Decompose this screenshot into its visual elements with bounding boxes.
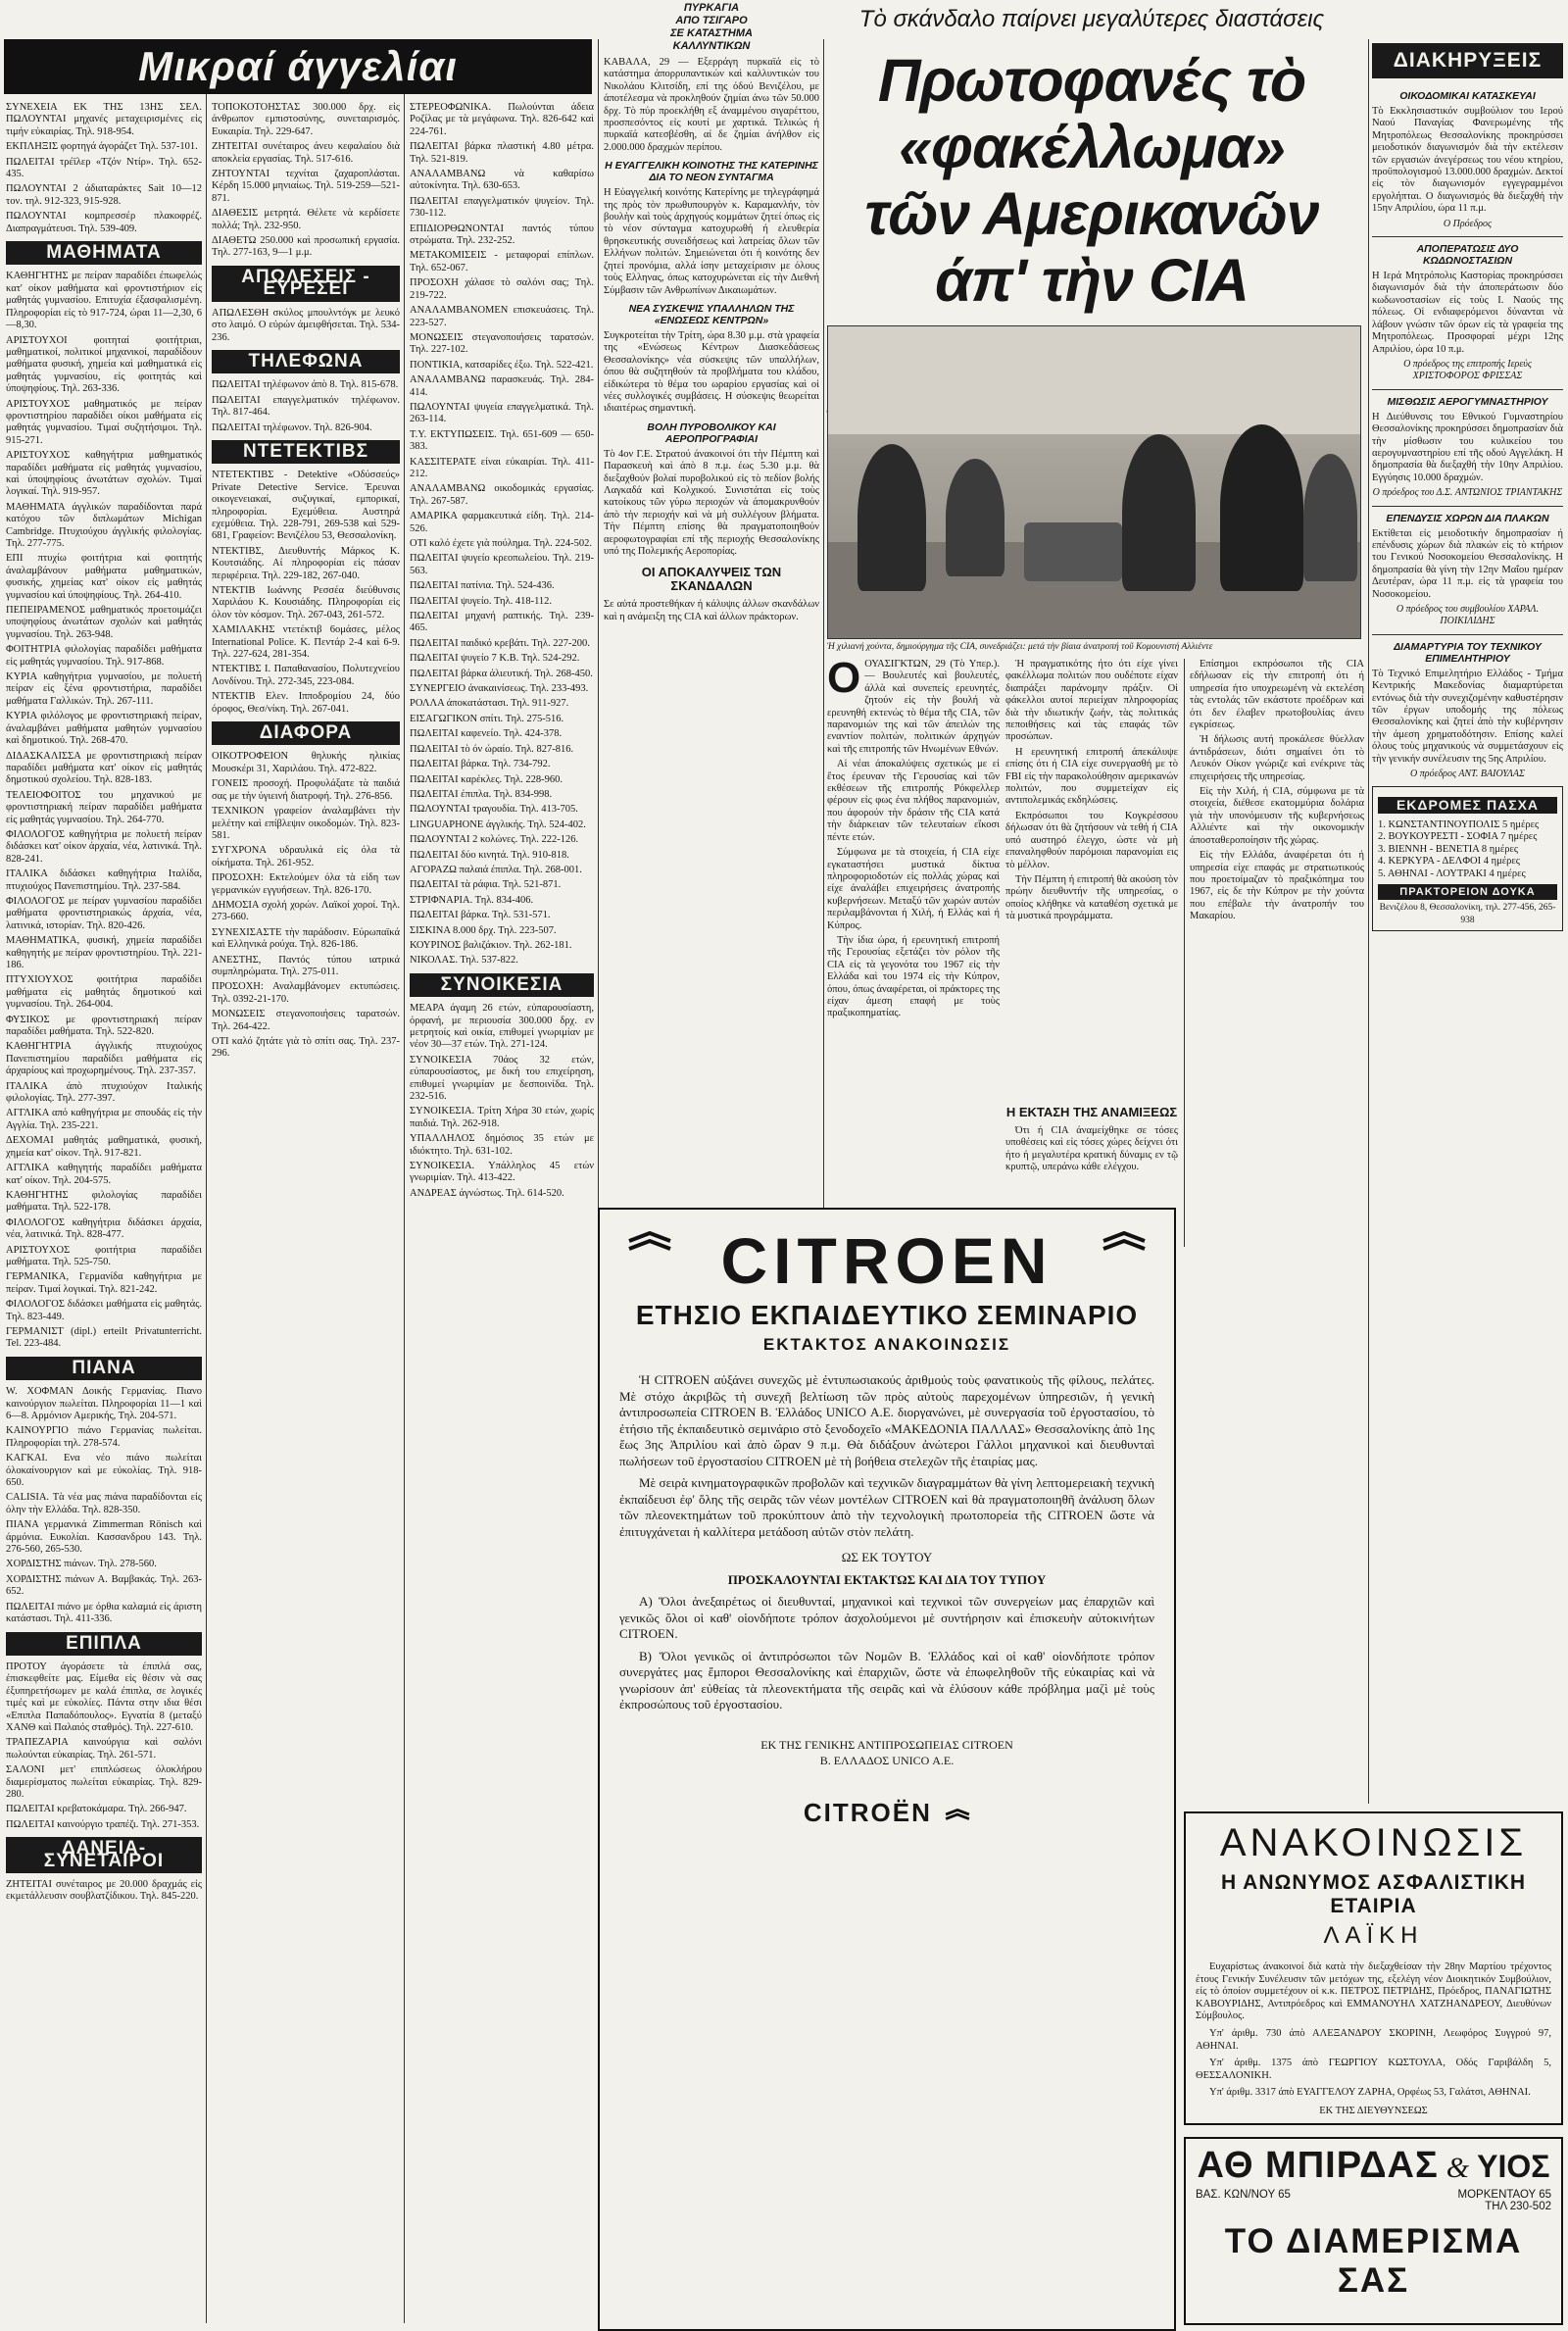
ad-tagline: ΤΟ ΔΙΑΜΕΡΙΣΜΑ ΣΑΣ xyxy=(1224,2222,1523,2300)
list-item: ΠΩΛΕΙΤΑΙ τὸ όν ώραίο. Τηλ. 827-816. xyxy=(410,743,574,755)
list-item: ΑΜΑΡΙΚΑ φαρμακευτικά είδη. Τηλ. 214-526. xyxy=(410,511,594,534)
list-item: ΠΡΟΣΟΧΗ χάλασε τὸ σαλόνι σας; Τηλ. 219-722. xyxy=(410,277,594,301)
list-item: ΔΙΔΑΣΚΑΛΙΣΣΑ με φροντιστηριακή πείραν παραδίδει μαθήματα κατ' οίκον εἰς μαθητάς δημοτικού σχολείου. Τηλ. 828-183. xyxy=(6,750,202,786)
person-figure xyxy=(946,459,1004,576)
list-item: ΠΩΛΕΙΤΑΙ καρέκλες. Τηλ. 228-960. xyxy=(410,773,564,785)
meeting-story: Συγκροτείται τὴν Τρίτη, ώρα 8.30 μ.μ. στὰ γραφεία της «Ενώσεως Κέντρων Διασκεδάσεως Θεσσαλονίκης» νέα σύσκεψις τῶν υπαλλήλων, όπου θὰ συζητηθούν τὰ προβλήματα του κλάδου, εἰδικώτερα τὸ θέμα του ωραρίου εργασίας καὶ οἱ νέες συλλογικές συμβάσεις. Η σύσκεψις θεωρείται ιδιαιτέρως σημαντική. xyxy=(604,329,819,415)
list-item: ΠΩΛΕΙΤΑΙ βάρκα άλιευτική. Τηλ. 268-450. xyxy=(410,668,593,679)
list-item: ΥΠΑΛΛΗΛΟΣ δημόσιος 35 ετών με ιδιόκτητο. Τηλ. 631-102. xyxy=(410,1133,594,1157)
list-item: ΠΩΛΕΙΤΑΙ δύο κινητά. Τηλ. 910-818. xyxy=(410,849,569,861)
list-item: ΠΩΛΕΙΤΑΙ έπιπλα. Τηλ. 834-998. xyxy=(410,788,553,800)
list-item: ΠΩΛΟΥΝΤΑΙ ψυγεία επαγγελματικά. Τηλ. 263-114. xyxy=(410,401,594,425)
list-item: ΑΓΟΡΑΖΩ παλαιά έπιπλα. Τηλ. 268-001. xyxy=(410,864,582,875)
list-item: ΦΥΣΙΚΟΣ με φροντιστηριακή πείραν παραδίδει μαθήματα. Τηλ. 522-820. xyxy=(6,1014,202,1038)
headline-kicker: Τὸ σκάνδαλο παίρνει μεγαλύτερες διαστάσεις xyxy=(858,6,1325,32)
classifieds-column-2 xyxy=(212,102,400,2327)
column-rule xyxy=(404,39,405,2323)
list-item: ΖΗΤΟΥΝΤΑΙ τεχνίται ζαχαροπλάσται. Κέρδη 15.000 μηνιαίως. Τηλ. 519-259—521-871. xyxy=(212,169,400,204)
section-heading-telephones: ΤΗΛΕΦΩΝΑ xyxy=(212,350,400,373)
chevron-icon xyxy=(945,1808,970,1821)
list-item: ΑΝΑΛΑΜΒΑΝΩ παρασκευάς. Τηλ. 284-414. xyxy=(410,374,594,398)
list-item: ΜΑΘΗΜΑΤΑ άγγλικών παραδίδονται παρά κατόχου τῶν διπλωμάτων Michigan Cambridge. Πτυχιούχου άγγλικής φιλολογίας. Τηλ. 277-775. xyxy=(6,501,202,549)
list-item: ΝΤΕΚΤΙΒ Ελεν. Ιπποδρομίου 24, δύο όροφος, Θεσ/νίκη. Τηλ. 267-041. xyxy=(212,691,400,715)
list-item: ΠΩΛΕΙΤΑΙ τὰ ράφια. Τηλ. 521-871. xyxy=(410,879,562,891)
list-item: ΠΤΥΧΙΟΥΧΟΣ φοιτήτρια παραδίδει μαθήματα εἰς μαθητάς δημοτικού καὶ γυμνασίου. Τηλ. 264-004. xyxy=(6,974,202,1011)
citroen-brand: CITROEN xyxy=(720,1224,1054,1297)
list-item: ΠΩΛΕΙΤΑΙ παιδικό κρεβάτι. Τηλ. 227-200. xyxy=(410,637,590,649)
list-item: ΚΑΘΗΓΗΤΡΙΑ άγγλικής πτυχιούχος Πανεπιστημίου παραδίδει μαθήματα εἰς άρχαρίους καὶ προχωρημένους. Τηλ. 237-357. xyxy=(6,1041,202,1077)
list-item: ΑΡΙΣΤΟΥΧΟΙ φοιτηταί φοιτήτριαι, μαθηματικοί, πολιτικοί μηχανικοί, παραδίδουν μαθήματα φυσική, χημεία καὶ μαθηματικά εἰς μαθητάς γυμνασίου, εἰς φοιτητάς καὶ ύποψηφίους. Τηλ. 263-336. xyxy=(6,334,202,395)
list-item: ΔΙΑΘΕΤΩ 250.000 καὶ προσωπική εργασία. Τηλ. 277-163, 9—1 μ.μ. xyxy=(212,235,400,259)
classifieds-column-1 xyxy=(6,102,202,2327)
col2-section1 xyxy=(212,308,400,344)
col1-section4 xyxy=(6,1879,202,1904)
section-heading-misc: ΔΙΑΦΟΡΑ xyxy=(212,721,400,745)
list-item: ΠΩΛΕΙΤΑΙ κρεβατοκάμαρα. Τηλ. 266-947. xyxy=(6,1804,187,1815)
list-item: ΠΩΛΟΥΝΤΑΙ κομπρεσσέρ πλακοφρέζ. Διαπραγμάτευσι. Τηλ. 539-409. xyxy=(6,211,202,234)
list-item: ΑΝΕΣΤΗΣ, Παντός τύπου ιατρικά συμπληρώματα. Τηλ. 275-011. xyxy=(212,954,400,977)
list-item: ΑΠΩΛΕΣΘΗ σκύλος μπουλντόγκ με λευκό στο λαιμό. Ο εὐρών άμειφθήσεται. Τηλ. 534-236. xyxy=(212,307,400,343)
classifieds-masthead xyxy=(4,39,592,94)
revelations-headline: ΟΙ ΑΠΟΚΑΛΥΨΕΙΣ ΤΩΝ ΣΚΑΝΔΑΛΩΝ xyxy=(641,565,782,594)
drop-cap: Ο xyxy=(827,659,861,702)
col2-section2 xyxy=(212,379,400,434)
list-item: ΕΙΣΑΓΩΓΙΚΟΝ σπίτι. Τηλ. 275-516. xyxy=(410,713,564,724)
section-heading-pianos: ΠΙΑΝΑ xyxy=(6,1357,202,1380)
list-item: ΚΑΘΗΓΗΤΗΣ φιλολογίας παραδίδει μαθήματα. Τηλ. 522-178. xyxy=(6,1189,202,1214)
list-item: ΚΟΥΡΙΝΟΣ βαλιζάκιον. Τηλ. 262-181. xyxy=(410,939,572,951)
person-figure xyxy=(1220,424,1303,591)
list-item: ΙΤΑΛΙΚΑ διδάσκει καθηγήτρια Ιταλίδα, πτυχιούχος Πανεπιστημίου. Τηλ. 237-584. xyxy=(6,868,202,892)
list-item: ΑΝΑΛΑΜΒΑΝΟΜΕΝ επισκευάσεις. Τηλ. 223-527. xyxy=(410,305,594,328)
company-wordmark: ΑΘ ΜΠΙΡΔΑΣ & ΥΙΟΣ xyxy=(1197,2145,1550,2186)
list-item: ΠΙΑΝΑ γερμανικά Zimmerman Rönisch καὶ άρμόνια. Ευκολίαι. Κασσανδρου 143. Τηλ. 276-560, 265-530. xyxy=(6,1519,202,1556)
list-item: ΖΗΤΕΙΤΑΙ συνέταιρος με 20.000 δραχμάς εἰς εκμετάλλευσιν σουβλατζίδικου. Τηλ. 845-220. xyxy=(6,1879,202,1903)
list-item: ΔΕΧΟΜΑΙ μαθητάς μαθηματικά, φυσική, χημεία κατ' οίκον. Τηλ. 917-821. xyxy=(6,1135,202,1159)
artillery-headline: ΒΟΛΗ ΠΥΡΟΒΟΛΙΚΟΥ ΚΑΙ ΑΕΡΟΠΡΟΓΡΑΦΙΑΙ xyxy=(647,421,776,445)
junta-photo xyxy=(827,325,1361,639)
list-item: ΣΙΣΚΙΝΑ 8.000 δρχ. Τηλ. 223-507. xyxy=(410,924,557,936)
list-item: ΚΥΡΙΑ φιλόλογος με φροντιστηριακή πείραν, άναλαμβάνει μαθήματα μαθητών γυμνασίου καὶ δημοτικού. Τηλ. 268-470. xyxy=(6,711,202,747)
list-item: ΣΥΝΕΧΙΣΑΣΤΕ τὴν παράδοσιν. Εύρωπαϊκά καὶ Ελληνικά ρούχα. Τηλ. 826-186. xyxy=(212,926,400,951)
fire-headline: ΠΥΡΚΑΓΙΑ ΑΠΟ ΤΣΙΓΑΡΟ ΣΕ ΚΑΤΑΣΤΗΜΑ ΚΑΛΛΥΝΤΙΚΩΝ xyxy=(670,2,753,52)
list-item: ΤΕΛΕΙΟΦΟΙΤΟΣ του μηχανικού με φροντιστηριακή πείραν παραδίδει μαθήματα εἰς μαθητάς γυμνασίου. Τηλ. 264-770. xyxy=(6,789,202,825)
article-column-a: ΟΟΥΑΣΙΓΚΤΩΝ, 29 (Τὸ Υπερ.). — Βουλευτές καὶ βουλευτές, άλλὰ καὶ συνεπείς ερευνητές, ζητούν εἰς τὴν βουλή νὰ ερευνηθή εκτενώς τὸ θέμα τῆς CIA, τῶν παρανομιών της καὶ τῶν άπειλών της εναντίον πολιτών, πολιτικών άρχηγών καὶ τῆς επιτροπής τῶν Ηνωμένων Εθνών. Αἱ νέαι άποκαλύψεις σχετικώς με εἰ ἔτος έρευναν τῆς Γερουσίας καὶ τῶν εκθέσεων τῆς επιτροπής Ρόκφελλερ φέρουν εἰς φως ένα πλήθος παρανομιών, που άφορούν τὴν δράσιν τῆς CIA κατά τὴν διάρκειαν τῶν τελευταίων εἴκοσι πέντε ετών. Σύμφωνα με τὰ στοιχεία, ή CIA είχε εγκαταστήσει μυστικά δίκτυα πληροφοριοδοτών εἰς πολλάς χώρας καὶ είχε άναλάβει επιχειρήσεις άνατροπής κυβερνήσεων. Μεταξύ τῶν χωρών αυτών περιλαμβάνονται ή Χιλή, ή Ελλάς καὶ ή Κύπρος. Τὴν ίδια ώρα, ή ερευνητική επιτροπή τῆς Γερουσίας εξετάζει τὸν ρόλον τῆς CIA εἰς τὰ γεγονότα του 1967 εἰς τὴν Ελλάδα καὶ του 1974 εἰς τὴν Κύπρον, όπου, όπως άναφέρεται, οἱ πράκτορες της είχαν άμεση επαφή με τοὺς πραξικοπηματίας. xyxy=(827,659,1000,1019)
list-item: ΠΡΟΤΟΥ άγοράσετε τὰ έπιπλά σας, έπισκεφθείτε μας. Είμεθα εἰς θέσιν νὰ σας έξυπηρετήσωμεν με καλά έπιπλα, σε λογικές τιμές καὶ με εὐκολίες. Πάντα στην ιδια θέσι «Επιπλα Παπαδόπουλος». Εγνατία 8 (μεταξύ ΧΑΝΘ καὶ Παλαιός σταθμός). Τηλ. 227-610. xyxy=(6,1661,202,1733)
announcement-subtitle: Η ΑΝΩΝΥΜΟΣ ΑΣΦΑΛΙΣΤΙΚΗ ΕΤΑΙΡΙΑ xyxy=(1220,1871,1527,1917)
declarations-list: ΟΙΚΟΔΟΜΙΚΑΙ ΚΑΤΑΣΚΕΥΑΙ Τὸ Εκκλησιαστικόν συμβούλιον του Ιερού Ναού Παναγίας Φανερωμένης τῆς Μητροπόλεως Θεσσαλονίκης προκηρύσσει μειοδοτικόν διαγωνισμόν διὰ τὴν εκτέλεσιν τῶν εργασιών άνεγέρσεως του νέου κτηρίου, προϋπολογισμού 13.000.000 δραχμών. Δεκτοί εἰς τὸν διαγωνισμόν εγγεγραμμένοι εργολήπται. Ο διαγωνισμός θὰ διεξαχθή τὴν 15ην Απριλίου, ώρα 11 π.μ. Ο Πρόεδρος ΑΠΟΠΕΡΑΤΩΣΙΣ ΔΥΟ ΚΩΔΩΝΟΣΤΑΣΙΩΝ Η Ιερά Μητρόπολις Καστορίας προκηρύσσει διαγωνισμόν διὰ τὴν άποπεράτωσιν δύο κωδωνοστασίων εἰς τοὺς Ι. Ναούς της πόλεως. Οἱ ενδιαφερόμενοι δύνανται νὰ λάβουν γνώσιν τῶν όρων εἰς τὰ γραφεία της Μητροπόλεως. Προσφοραί μέχρι 12ης Απριλίου, ώρα 10 π.μ. Ο πρόεδρος της επιτροπής Ιερεύς ΧΡΙΣΤΟΦΟΡΟΣ ΦΡΙΣΣΑΣ ΜΙΣΘΩΣΙΣ ΑΕΡΟΓΥΜΝΑΣΤΗΡΙΟΥ Η Διεύθυνσις του Εθνικού Γυμναστηρίου Θεσσαλονίκης προκηρύσσει δημοπρασίαν διὰ τὴν μίσθωσιν του κυλικείου του αερογυμναστηρίου επί τῆς οδού Αγγελάκη. Η δημοπρασία θὰ διεξαχθή τὴν 10ην Απριλίου. Εγγύησις 10.000 δραχμών. Ο πρόεδρος του Δ.Σ. ΑΝΤΩΝΙΟΣ ΤΡΙΑΝΤΑΚΗΣ ΕΠΕΝΔΥΣΙΣ ΧΩΡΩΝ ΔΙΑ ΠΛΑΚΩΝ Εκτίθεται εἰς μειοδοτικήν δημοπρασίαν ή επένδυσις χώρων διὰ πλακών εἰς τὸ κτήριον του Γενικού Νοσοκομείου Θεσσαλονίκης. Η δημοπρασία θὰ γίνη τὴν 12ην Μαΐου ημέραν Δευτέραν, ώρα 11 π.μ. εἰς τὰ γραφεία του Νοσοκομείου. Ο πρόεδρος του συμβουλίου ΧΑΡΑΛ. ΠΟΙΚΙΛΙΔΗΣ ΔΙΑΜΑΡΤΥΡΙΑ ΤΟΥ ΤΕΧΝΙΚΟΥ ΕΠΙΜΕΛΗΤΗΡΙΟΥ Τὸ Τεχνικό Επιμελητήριο Ελλάδος - Τμήμα Κεντρικής Μακεδονίας διαμαρτύρεται εντόνως διὰ τὴν συνεχιζομένην καθυστέρησιν τῶν έργων υποδομής της πόλεως Θεσσαλονίκης καὶ ζητεί άπὸ τὴν κυβέρνησιν τὴν άμεση χρηματοδότησιν. Επίσης καλεί όλους τοὺς μηχανικούς νὰ συμμετάσχουν εἰς τὴν γενικήν συνέλευσιν της 5ης Απριλίου. Ο πρόεδρος ΑΝΤ. ΒΑΙΟΥΛΑΣ ΕΚΔΡΟΜΕΣ ΠΑΣΧΑ 1. ΚΩΝΣΤΑΝΤΙΝΟΥΠΟΛΙΣ 5 ημέρες 2. ΒΟΥΚΟΥΡΕΣΤΙ - ΣΟΦΙΑ 7 ημέρες 3. ΒΙΕΝΝΗ - ΒΕΝΕΤΙΑ 8 ημέρες 4. ΚΕΡΚΥΡΑ - ΔΕΛΦΟΙ 4 ημέρες 5. ΑΘΗΝΑΙ - ΛΟΥΤΡΑΚΙ 4 ημέρες ΠΡΑΚΤΟΡΕΙΟΝ ΔΟΥΚΑ Βενιζέλου 8, Θεσσαλονίκη, τηλ. 277-456, 265-938 xyxy=(1372,84,1563,1751)
list-item: ΧΟΡΔΙΣΤΗΣ πιάνων Α. Βαμβακάς. Τηλ. 263-652. xyxy=(6,1573,202,1598)
list-item: ΠΩΛΕΙΤΑΙ τρέϊλερ «Τζόν Ντίρ». Τηλ. 652-435. xyxy=(6,156,202,180)
person-figure xyxy=(1303,454,1357,581)
seminar-title: ΕΤΗΣΙΟ ΕΚΠΑΙΔΕΥΤΙΚΟ ΣΕΜΙΝΑΡΙΟ xyxy=(635,1300,1139,1330)
list-item: ΠΩΛΟΥΝΤΑΙ 2 κολώνες. Τηλ. 222-126. xyxy=(410,834,579,846)
col2-section3 xyxy=(212,470,400,716)
column-rule xyxy=(206,39,207,2323)
list-item: ΕΠΙΔΙΟΡΘΩΝΟΝΤΑΙ παντός τύπου στρώματα. Τηλ. 232-252. xyxy=(410,223,594,247)
list-item: ΕΚΠΛΗΞΙΣ φορτηγά άγοράζετ Τηλ. 537-101. xyxy=(6,141,198,153)
ad-center-1: ΩΣ ΕΚ ΤΟΥΤΟΥ xyxy=(841,1550,933,1564)
list-item: ΠΩΛΕΙΤΑΙ καινούργιο τραπέζι. Τηλ. 271-353. xyxy=(6,1818,200,1830)
easter-title: ΕΚΔΡΟΜΕΣ ΠΑΣΧΑ xyxy=(1378,797,1557,813)
article-column-c: Επίσημοι εκπρόσωποι τῆς CIA εδήλωσαν εἰς τὴν επιτροπή ότι ή υπηρεσία ήτο υποχρεωμένη νὰ εκτελέση τὰς εντολάς τῶν εκάστοτε προέδρων καὶ ότι δεν έλαβεν πρωτοβουλίας άνευ εγκρίσεως. Ἡ δήλωσις αυτή προκάλεσε θύελλαν άντιδράσεων, διότι σημαίνει ότι τὸ Λευκόν Οίκον γνώριζε καὶ ενέκρινε τὰς επιχειρήσεις τῆς υπηρεσίας. Εἰς τὴν Χιλή, ή CIA, σύμφωνα με τὰ στοιχεία, διέθεσε εκατομμύρια δολάρια γιὰ τὴν υπονόμευσιν τῆς κυβερνήσεως Αλλιέντε καὶ τὴν οικονομικήν άποσταθεροποίησιν τῆς χώρας. Εἰς τὴν Ελλάδα, άναφέρεται ότι ή υπηρεσία είχε επαφάς με στρατιωτικούς που προετοίμαζαν τὸ πραξικόπημα του 1967, εἰς δε τὴν Κύπρον με τὴν χούντα που επέβαλε τὴν άνατροπήν του Μακαρίου. xyxy=(1190,659,1364,922)
section-heading-loans: ΔΑΝΕΙΑ-ΣΥΝΕΤΑΙΡΟΙ xyxy=(6,1837,202,1873)
fire-story: ΚΑΒΑΛΑ, 29 — Εξερράγη πυρκαϊά εἰς τὸ κατάστημα άπορρυπαντικών καὶ καλλυντικών του Νικολάου Κλιτσίδη, επί της όδού Βενιζέλου, με άποτέλεσμα νὰ προκληθούν ζημίαι άνω τῶν 50.000 δρχ. Τὸ πύρ προεκλήθη εξ άναμμένου σιγαρέττου, προσπεσόντος εἰς κουτί με χαρτικά. Τελικώς ή πυρκαϊά κατεσβέσθη, αί δε ζημίαι άνήλθον εἰς 2.000.000 δραχμών περίπου. xyxy=(604,57,819,153)
section-heading-furniture: ΕΠΙΠΛΑ xyxy=(6,1632,202,1656)
person-figure xyxy=(1122,434,1196,591)
list-item: ΠΩΛΕΙΤΑΙ τηλέφωνον άπὸ 8. Τηλ. 815-678. xyxy=(212,379,399,391)
col1-section1 xyxy=(6,271,202,1350)
declarations-title: ΔΙΑΚΗΡΥΞΕΙΣ xyxy=(1372,43,1563,78)
list-item: ΣΥΝΟΙΚΕΣΙΑ. Υπάλληλος 45 ετών γνωριμίαν. Τηλ. 413-422. xyxy=(410,1161,594,1184)
list-item: ΟΤΙ καλό έχετε γιὰ πούλημα. Τηλ. 224-502. xyxy=(410,538,593,549)
easter-trips-box: ΕΚΔΡΟΜΕΣ ΠΑΣΧΑ 1. ΚΩΝΣΤΑΝΤΙΝΟΥΠΟΛΙΣ 5 ημέρες 2. ΒΟΥΚΟΥΡΕΣΤΙ - ΣΟΦΙΑ 7 ημέρες 3. ΒΙΕΝΝΗ - ΒΕΝΕΤΙΑ 8 ημέρες 4. ΚΕΡΚΥΡΑ - ΔΕΛΦΟΙ 4 ημέρες 5. ΑΘΗΝΑΙ - ΛΟΥΤΡΑΚΙ 4 ημέρες ΠΡΑΚΤΟΡΕΙΟΝ ΔΟΥΚΑ Βενιζέλου 8, Θεσσαλονίκη, τηλ. 277-456, 265-938 xyxy=(1372,786,1563,931)
list-item: Τ.Υ. ΕΚΤΥΠΩΣΕΙΣ. Τηλ. 651-609 — 650-383. xyxy=(410,428,594,453)
list-item: ΔΗΜΟΣΙΑ σχολή χορών. Λαϊκοί χοροί. Τηλ. 273-660. xyxy=(212,899,400,923)
list-item: ΔΙΑΘΕΣΙΣ μετρητά. Θέλετε νὰ κερδίσετε πολλά; Τηλ. 232-950. xyxy=(212,208,400,231)
ad-center-2: ΠΡΟΣΚΑΛΟΥΝΤΑΙ ΕΚΤΑΚΤΩΣ ΚΑΙ ΔΙΑ ΤΟΥ ΤΥΠΟΥ xyxy=(727,1571,1047,1587)
address-row: ΒΑΣ. ΚΩΝ/ΝΟΥ 65 ΜΟΡΚΕΝΤΑΟΥ 65 xyxy=(1196,2189,1551,2201)
phone-number: ΤΗΛ 230-502 xyxy=(1485,2201,1551,2212)
announcement-title: ΑΝΑΚΟΙΝΩΣΙΣ xyxy=(1219,1821,1528,1864)
list-item: ΣΤΕΡΕΟΦΩΝΙΚΑ. Πωλούνται άδεια Ροζίλας με τὰ μεγάφωνα. Τηλ. 826-642 καὶ 224-761. xyxy=(410,102,594,137)
column-rule xyxy=(823,39,824,1215)
classifieds-title: Μικραί άγγελίαι xyxy=(4,39,592,94)
list-item: ΠΩΛΕΙΤΑΙ επαγγελματικόν ψυγείον. Τηλ. 730-112. xyxy=(410,195,594,220)
list-item: ΦΙΛΟΛΟΓΟΣ καθηγήτρια με πολυετή πείραν διδάσκει κατ' οίκον άρχαία, νέα, λατινικά. Τηλ. 828-241. xyxy=(6,828,202,865)
list-item: ΣΑΛΟΝΙ μετ' επιπλώσεως όλοκλήρου διαμερίσματος πωλείται εὐκαιρίας. Τηλ. 829-280. xyxy=(6,1764,202,1800)
list-item: ΓΕΡΜΑΝΙΣΤ (dipl.) erteilt Privatunterricht. Tel. 223-484. xyxy=(6,1325,202,1350)
list-item: W. ΧΟΦΜΑΝ Δοικής Γερμανίας. Πιανο καινούργιον πωλείται. Πληροφορίαι 11—1 καὶ 6—8. Αρμόνιον Αμερικής, Τηλ. 204-571. xyxy=(6,1386,202,1421)
list-item: ΠΩΛΕΙΤΑΙ πιάνο με όρθια καλαμιά εἰς άριστη κατάστασι. Τηλ. 411-336. xyxy=(6,1601,202,1625)
list-item: ΤΡΑΠΕΖΑΡΙΑ καινούργια καὶ σαλόνι πωλούνται εὐκαιρίας. Τηλ. 261-571. xyxy=(6,1737,202,1761)
real-estate-ad xyxy=(1184,2137,1563,2325)
section-heading-lost-found: ΑΠΩΛΕΣΕΙΣ - ΕΥΡΕΣΕΙ xyxy=(212,266,400,302)
notice-title: ΕΚΤΑΚΤΟΣ ΑΝΑΚΟΙΝΩΣΙΣ xyxy=(762,1335,1011,1354)
col2-top xyxy=(212,102,400,260)
list-item: ΑΡΙΣΤΟΥΧΟΣ καθηγήτρια μαθηματικός παραδίδει μαθήματα εἰς μαθητάς γυμνασίου, καὶ ύποψηφίους άνωτάτων σχολών. Τιμαί λογικαί. Τηλ. 919-957. xyxy=(6,450,202,498)
list-item: ΜΑΘΗΜΑΤΙΚΑ, φυσική, χημεία παραδίδει καθηγητής με πείραν φροντιστηρίου. Τηλ. 221-186. xyxy=(6,935,202,970)
col3-top xyxy=(410,102,594,967)
list-item: ΧΑΜΙΛΑΚΗΣ ντετέκτιβ 6ομάσες, μέλος International Police. Κ. Πεντάρ 2-4 καὶ 6-9. Τηλ. 227-624, 281-354. xyxy=(212,624,400,661)
list-item: ΧΟΡΔΙΣΤΗΣ πιάνων. Τηλ. 278-560. xyxy=(6,1559,157,1570)
list-item: ΠΕΠΕΙΡΑΜΕΝΟΣ μαθηματικός προετοιμάζει υποψηφίους άνωτάτων σχολών καὶ μαθητάς γυμνασίου. Τηλ. 263-948. xyxy=(6,605,202,640)
ad-body: Ἡ CITROEN αὐξάνει συνεχῶς μὲ ἐντυπωσιακούς ἀριθμούς τοὺς φανατικοὺς τῆς φίλους, πελάτες. Μὲ στόχο ἀκριβῶς τὴ συνεχῆ βελτίωση τῶν πρὸς αὐτοὺς παρεχομένων ὑπηρεσιῶν, ἡ γενικὴ ἀντιπροσωπεία CITROEN Β. Ἑλλάδος UNICO Α.Ε. διοργανώνει, μὲ συνεργασία τοῦ ἐργοστασίου, τὸ ἐτήσιο τῆς ἐκπαιδευτικὸ σεμινάριο στὸ ξενοδοχεῖο «ΜΑΚΕΔΟΝΙΑ ΠΑΛΛΑΣ» Θεσσαλονίκης ἀπὸ 1ης ἕως 3ης Ἀπριλίου καὶ ἀπὸ ὥραν 9 π.μ. Θὰ διδάξουν ἀνώτεροι Γάλλοι μηχανικοὶ καὶ διευθυνταὶ πωλήσεων τοῦ ἐργοστασίου CITROEN μὲ τὴ βοήθεια στελεχῶν τῆς ἑταιρίας μας. Μὲ σειρὰ κινηματογραφικῶν προβολῶν καὶ τεχνικῶν διαγραμμάτων θὰ γίνη λεπτομερειακὴ τεχνικὴ ἐκπαίδευσι ἐφ' ὅλης τῆς σειρᾶς τῶν νέων μοντέλων CITROEN καὶ θὰ πραγματοποιηθῆ ἀνάλυση ὅλων τῶν πλεονεκτημάτων τοῦ προκύπτουν ἀπὸ τὴν τεχνολογικὴ πρωτοπορεία τῆς CITROEN ὥστε νὰ ἐπιτυγχάνεται ἡ καλλίτερα μετάδοση αὐτῶν στὸν πελάτη. ΩΣ ΕΚ ΤΟΥΤΟΥ ΠΡΟΣΚΑΛΟΥΝΤΑΙ ΕΚΤΑΚΤΩΣ ΚΑΙ ΔΙΑ ΤΟΥ ΤΥΠΟΥ Α) Ὅλοι ἀνεξαιρέτως οἱ διευθυνταί, μηχανικοὶ καὶ τεχνικοὶ τῶν συνεργείων μας ἐπαρχιῶν καὶ γενικῶς ὅλοι οἱ καθ' οἱονδήποτε τρόπον ἀσχολούμενοι μὲ συντήρησιν καὶ ἐπισκευὴν αὐτοκινήτων CITROEN. Β) Ὅλοι γενικῶς οἱ ἀντιπρόσωποι τῶν Νομῶν Β. Ἑλλάδος καὶ οἱ καθ' οἱονδήποτε τρόπον συνεργάτες μας ἔμποροι Θεσσαλονίκης καὶ ἐπαρχιῶν, ὥστε νὰ ἐπωφεληθοῦν τῆς εὐκαιρίας καὶ νὰ γνωρίσουν ἀπ' εὐθείας τὰ πλεονεκτήματα τῆς σειρᾶς καὶ νὰ ἐλύσουν κάθε πρόβλημα μαζὶ μὲ τοὺς ἐκπροσώπους τοῦ ἐργοστασίου. xyxy=(619,1372,1154,1711)
list-item: ΓΟΝΕΙΣ προσοχή. Προφυλάξατε τὰ παιδιά σας με τὴν ύγιεινή διατροφή. Τηλ. 276-856. xyxy=(212,778,400,802)
col1-top xyxy=(6,102,202,235)
list-item: CALISIA. Τὰ νέα μας πιάνα παραδίδονται εἰς όλην τὴν Ελλάδα. Τηλ. 828-350. xyxy=(6,1492,202,1515)
middle-news-column xyxy=(604,0,819,1201)
list-item: ΖΗΤΕΙΤΑΙ συνέταιρος άνευ κεφαλαίου διὰ αποκλεία εργασίας. Τηλ. 517-616. xyxy=(212,141,400,165)
article-subsection: Η ΕΚΤΑΣΗ ΤΗΣ ΑΝΑΜΙΞΕΩΣ Ότι ή CIA άναμείχθηκε σε τόσες υποθέσεις καὶ εἰς τόσες χώρες δείχνει ότι ήτο ή μεγαλυτέρα κρατική δύναμις εν τῷ κρυπτῷ, υπεράνω κάθε ελέγχου. xyxy=(1005,1105,1178,1173)
list-item: ΜΕΤΑΚΟΜΙΣΕΙΣ - μεταφοραί επίπλων. Τηλ. 652-067. xyxy=(410,250,594,273)
list-item: ΝΤΕΚΤΙΒΣ Ι. Παπαθανασίου, Πολυτεχνείου Λονδίνου. Τηλ. 272-345, 223-084. xyxy=(212,664,400,687)
col3-section1 xyxy=(410,1003,594,1200)
ad-footer: ΕΚ ΤΗΣ ΓΕΝΙΚΗΣ ΑΝΤΙΠΡΟΣΩΠΕΙΑΣ CITROEN Β. ΕΛΛΑΔΟΣ UNICO Α.Ε. xyxy=(760,1737,1013,1767)
list-item: ΠΩΛΕΙΤΑΙ ψυγείο κρεοπωλείου. Τηλ. 219-563. xyxy=(410,553,594,576)
list-item: ΙΤΑΛΙΚΑ άπὸ πτυχιούχον Ιταλικής φιλολογίας. Τηλ. 277-397. xyxy=(6,1080,202,1105)
revelations-story: Σε αὐτά προστεθήκαν ή κάλυψις άλλων σκανδάλων καὶ η ανάμειξη της CIA καὶ άλλων πράκτορων. xyxy=(604,599,819,622)
list-item: ΡΟΛΛΑ άποκατάστασι. Τηλ. 911-927. xyxy=(410,698,569,710)
church-headline: Η ΕΥΑΓΓΕΛΙΚΗ ΚΟΙΝΟΤΗΣ ΤΗΣ ΚΑΤΕΡΙΝΗΣ ΔΙΑ ΤΟ ΝΕΟΝ ΣΥΝΤΑΓΜΑ xyxy=(605,160,818,184)
list-item: ΣΥΝΕΧΕΙΑ ΕΚ ΤΗΣ 13ΗΣ ΣΕΛ. ΠΩΛΟΥΝΤΑΙ μηχανές μεταχειρισμένες εἰς τιμήν εὐκαιρίας. Τηλ. 918-954. xyxy=(6,102,202,137)
list-item: ΦΙΛΟΛΟΓΟΣ καθηγήτρια διδάσκει άρχαία, νέα, λατινικά. Τηλ. 828-477. xyxy=(6,1216,202,1241)
list-item: ΣΤΡΙΦΝΑΡΙΑ. Τηλ. 834-406. xyxy=(410,894,534,906)
chevron-logo-icon xyxy=(627,1231,672,1251)
list-item: ΦΙΛΟΛΟΓΟΣ διδάσκει μαθήματα εἰς μαθητάς. Τηλ. 823-449. xyxy=(6,1299,202,1322)
list-item: ΠΩΛΟΥΝΤΑΙ 2 άδιαταράκτες Sait 10—12 τον. τηλ. 912-323, 915-928. xyxy=(6,183,202,207)
list-item: ΠΡΟΣΟΧΗ: Εκτελούμεν όλα τὰ είδη των γερμανικών εγγυήσεων. Τηλ. 826-170. xyxy=(212,872,400,896)
citroen-logo: CITROËN xyxy=(600,1798,1174,1828)
list-item: ΑΡΙΣΤΟΥΧΟΣ μαθηματικός με πείραν φροντιστηρίου παραδίδει οίκοι μαθήματα εἰς μαθητάς γυμνασίου. Τιμαί συζητήσιμοι. Τηλ. 915-271. xyxy=(6,398,202,446)
company-name: ΛΑΪΚΗ xyxy=(1323,1922,1424,1949)
article-column-b: Ἡ πραγματικότης ήτο ότι είχε γίνει φακέλλωμα πολιτών που ουδέποτε είχαν διαπράξει παράνομην πράξιν. Οἱ φάκελλοι αυτοί περιείχαν πληροφορίας διὰ τὴν ιδιωτικήν ζωήν, τὰς πολιτικάς πεποιθήσεις καὶ τὰς επαφάς τῶν προσώπων. Η ερευνητική επιτροπή άπεκάλυψε επίσης ότι ή CIA είχε συνεργασθή με τὸ FBI εἰς τὴν παρακολούθησιν αμερικανών πολιτών, που συμμετείχαν εἰς αντιπολεμικάς εκδηλώσεις. Εκπρόσωποι του Κογκρέσσου δήλωσαν ότι θὰ ζητήσουν νὰ τεθή ή CIA υπό αυστηρό έλεγχο, ώστε νὰ μὴ επαναληφθούν παρόμοιαι παρανομίαι εις τὸ μέλλον. Τὴν Πέμπτη ή επιτροπή θὰ ακούση τὸν πρώην διευθυντήν τῆς υπηρεσίας, ο οποίος κλήθηκε νὰ καταθέση σχετικά με τὰ μυστικά προγράμματα. xyxy=(1005,659,1178,922)
list-item: ΠΟΝΤΙΚΙΑ, κατσαρίδες έξω. Τηλ. 522-421. xyxy=(410,359,594,371)
declarations-column xyxy=(1372,0,1563,1751)
citroen-advertisement xyxy=(598,1208,1176,2331)
col2-section4 xyxy=(212,751,400,1060)
list-item: ΠΡΟΣΟΧΗ: Αναλαμβάνομεν εκτυπώσεις. Τηλ. 0392-21-170. xyxy=(212,981,400,1005)
list-item: ΣΥΝΕΡΓΕΙΟ άνακαινίσεως. Τηλ. 233-493. xyxy=(410,683,589,695)
list-item: ΚΑΓΚΑΙ. Ενα νέο πιάνο πωλείται όλοκαίνουργιον καὶ με εὐκολίας. Τηλ. 918-650. xyxy=(6,1453,202,1489)
list-item: ΑΝΔΡΕΑΣ άγνώστως. Τηλ. 614-520. xyxy=(410,1187,564,1199)
list-item: ΝΤΕΤΕΚΤΙΒΣ - Detektive «Οδύσσεύς» Private Detective Service. Έρευναι οικογενειακαί, συζυγικαί, εμπορικαί, πληροφορίαι. Εχεμύθεια. Αυστηρά εχεμύθεια. Τηλ. 228-791, 269-538 καὶ 529-681, Γραφείον: Βενιζέλου 53, Θεσσαλονίκη. xyxy=(212,470,400,542)
list-item: ΑΡΙΣΤΟΥΧΟΣ φοιτήτρια παραδίδει μαθήματα. Τηλ. 525-750. xyxy=(6,1244,202,1267)
section-heading-detectives: ΝΤΕΤΕΚΤΙΒΣ xyxy=(212,440,400,464)
list-item: ΚΑΣΣΙΤΕΡΑΤΕ είναι εὐκαιρίαι. Τηλ. 411-212. xyxy=(410,456,594,479)
list-item: ΠΩΛΕΙΤΑΙ τηλέφωνον. Τηλ. 826-904. xyxy=(212,422,372,433)
list-item: ΕΠΙ πτυχίω φοιτήτρια καὶ φοιτητής άναλαμβάνουν μαθήματα μαθηματικών, φυσικής, χημείας κατ' οίκον εἰς μαθητάς γυμνασίου καὶ ύποψηφίους. Τηλ. 264-410. xyxy=(6,553,202,601)
column-rule xyxy=(1184,659,1185,1247)
list-item: ΑΓΓΛΙΚΑ καθηγητής παραδίδει μαθήματα κατ' οίκον. Τηλ. 204-575. xyxy=(6,1163,202,1186)
artillery-story: Τὸ 4ον Γ.Ε. Στρατού άνακοινοί ότι τὴν Πέμπτη καὶ Παρασκευὴ καὶ άπὸ 8 π.μ. έως 5.30 μ.μ. θὰ διεξαχθούν βολαί πυροβολικού εἰς τὸ πεδίον βολής Λαγκαδά καὶ Κολχικού. Συνιστάται εἰς τοὺς κατοίκους τῶν γύρω περιοχών νὰ άπομακρυνθούν άπὸ τὴν περιοχήν καὶ νὰ μὴ συλλέγουν βλήματα. Τὴν Πέμπτη επίσης θὰ πραγματοποιηθούν αεροφωτογραφίαι επί τῆς περιοχής Θεσσαλονίκης υπό της Πολεμικής Αεροπορίας. xyxy=(604,448,819,557)
list-item: ΚΥΡΙΑ καθηγήτρια γυμνασίου, με πολυετή πείραν εἰς ξένα φροντιστήρια, παραδίδει μαθήματα Γαλλικών. Τηλ. 267-111. xyxy=(6,671,202,707)
list-item: ΓΕΡΜΑΝΙΚΑ, Γερμανίδα καθηγήτρια με πείραν. Τιμαί λογικαί. Τηλ. 821-242. xyxy=(6,1271,202,1295)
col1-section2 xyxy=(6,1386,202,1625)
meeting-headline: ΝΕΑ ΣΥΣΚΕΨΙΣ ΥΠΑΛΛΗΛΩΝ ΤΗΣ «ΕΝΩΣΕΩΣ ΚΕΝΤΡΩΝ» xyxy=(628,302,795,326)
column-rule xyxy=(1368,39,1369,1804)
col1-section3 xyxy=(6,1661,202,1831)
list-item: ΤΟΠΟΚΟΤΟΗΣΤΑΣ 300.000 δρχ. εἰς άνθρωπον εμπιστοσύνης, συνεταιρισμός. Ευκαιρία. Τηλ. 229-647. xyxy=(212,102,400,137)
list-item: ΜΟΝΩΣΕΙΣ στεγανοποιήσεις ταρατσών. Τηλ. 227-102. xyxy=(410,331,594,356)
list-item: ΜΟΝΩΣΕΙΣ στεγανοποιήσεις ταρατσών. Τηλ. 264-422. xyxy=(212,1009,400,1032)
person-figure xyxy=(858,444,926,591)
list-item: ΟΙΚΟΤΡΟΦΕΙΟΝ θηλυκής ηλικίας Μουσκέρι 31, Χαριλάου. Τηλ. 472-822. xyxy=(212,751,400,774)
chevron-logo-icon xyxy=(1102,1231,1147,1251)
list-item: ΤΕΧΝΙΚΟΝ γραφείον άναλαμβάνει τὴν μελέτην καὶ επίβλεψιν οικοδομών. Τηλ. 823-581. xyxy=(212,806,400,841)
list-item: ΠΩΛΕΙΤΑΙ πατίνια. Τηλ. 524-436. xyxy=(410,580,555,592)
photo-caption: Ἡ χιλιανή χούντα, δημιούργημα τῆς CIA, συνεδριάζει: μετά τὴν βίαια άνατροπή τοῦ Κομουνιστή Αλλιέντε xyxy=(827,642,1213,652)
list-item: ΠΩΛΕΙΤΑΙ επαγγελματικόν τηλέφωνον. Τηλ. 817-464. xyxy=(212,394,400,419)
list-item: ΠΩΛΕΙΤΑΙ ψυγείο 7 K.B. Τηλ. 524-292. xyxy=(410,653,580,665)
list-item: ΠΩΛΕΙΤΑΙ ψυγείο. Τηλ. 418-112. xyxy=(410,595,553,607)
list-item: ΑΝΑΛΑΜΒΑΝΩ οικοδομικάς εργασίας. Τηλ. 267-587. xyxy=(410,483,594,507)
main-headline: Πρωτοφανές τὸ «φακέλλωμα» τῶν Αμερικανῶν άπ' τὴν CIA xyxy=(864,47,1319,314)
announcement-body: Ευχαρίστως άνακοινοί διὰ κατὰ τὴν διεξαχθείσαν τὴν 28ην Μαρτίου τρέχοντος έτους Γενικήν Συνέλευσιν τῶν μετόχων της, εξελέγη νέον Διοικητικόν Συμβούλιον, εἰς τὸ όποίον συμμετέχουν οἱ κ.κ. ΠΕΤΡΟΣ ΠΕΤΡΙΔΗΣ, Πρόεδρος, ΠΑΝΑΓΙΩΤΗΣ ΚΑΒΟΥΡΙΔΗΣ, Αντιπρόεδρος καὶ ΕΜΜΑΝΟΥΗΛ ΧΑΤΖΗΑΝΔΡΕΟΥ, Διευθύνων Σύμβουλος. Υπ' άριθμ. 730 άπὸ ΑΛΕΞΑΝΔΡΟΥ ΣΚΟΡΙΝΗ, Λεωφόρος Συγγρού 97, ΑΘΗΝΑΙ. Υπ' άριθμ. 1375 άπὸ ΓΕΩΡΓΙΟΥ ΚΩΣΤΟΥΛΑ, Οδός Γαριβάλδη 5, ΘΕΣΣΑΛΟΝΙΚΗ. Υπ' άριθμ. 3317 άπὸ ΕΥΑΓΓΕΛΟΥ ΖΑΡΗΑ, Ορφέως 53, Γαλάτσι, ΑΘΗΝΑΙ. ΕΚ ΤΗΣ ΔΙΕΥΘΥΝΣΕΩΣ xyxy=(1196,1961,1551,2116)
section-heading-lessons: ΜΑΘΗΜΑΤΑ xyxy=(6,241,202,265)
insurance-announcement xyxy=(1184,1811,1563,2125)
list-item: ΣΥΝΟΙΚΕΣΙΑ 70άος 32 ετών, εὐπαρουσίαστος, με δική του επιχείρηση, επιθυμεί γνωριμίαν με δεσποινίδα. Τηλ. 232-516. xyxy=(410,1054,594,1103)
list-item: LINGUAPHONE άγγλικής. Τηλ. 524-402. xyxy=(410,818,586,830)
list-item: ΑΓΓΛΙΚΑ από καθηγήτρια με σπουδάς εἰς τὴν Αγγλία. Τηλ. 235-221. xyxy=(6,1108,202,1131)
extent-headline: Η ΕΚΤΑΣΗ ΤΗΣ ΑΝΑΜΙΞΕΩΣ xyxy=(1005,1105,1178,1119)
list-item: ΝΤΕΚΤΙΒ Ιωάννης Ρεσσέα διεύθυνσις Χαριλάου Κ. Κουσιάδης. Πληροφορίαι εἰς όλον τὸν κόσμον. Τηλ. 267-043, 261-572. xyxy=(212,585,400,620)
list-item: ΠΩΛΕΙΤΑΙ βάρκα. Τηλ. 531-571. xyxy=(410,910,551,921)
church-story: Η Εὐαγγελική κοινότης Κατερίνης με τηλεγράφημά της πρὸς τὸν πρωθυπουργὸν κ. Καραμανλήν, τὸν βουλὴν καὶ τοὺς άρχηγούς κομμάτων ζητεί όπως εἰς τὸ νέον σύνταγμα κατοχυρωθή ή ελευθερία θρησκευτικής συνειδήσεως καὶ λατρείας ὅλων τῶν Ελλήνων πολιτών. Σημειώνεται ότι ή κοινότης δεν ζητεί προνόμια, αλλά ίσην μεταχείρισιν με όλους τοὺς Ελληνας, όπως κατοχυρώνεται εἰς τὴν Διεθνή Σύμβασιν τῶν Ανθρωπίνων Δικαιωμάτων. xyxy=(604,187,819,296)
table-shape xyxy=(1024,522,1122,581)
list-item: ΝΤΕΚΤΙΒΣ, Διευθυντής Μάρκος Κ. Κουτσιάδης. Αί πληροφορίαι εἰς πάσαν περιφέρεια. Τηλ. 229-182, 267-040. xyxy=(212,545,400,581)
list-item: ΣΥΝΟΙΚΕΣΙΑ. Τρίτη Χήρα 30 ετών, χωρίς παιδιά. Τηλ. 262-918. xyxy=(410,1106,594,1129)
section-heading-matchmaking: ΣΥΝΟΙΚΕΣΙΑ xyxy=(410,973,594,997)
list-item: ΑΝΑΛΑΜΒΑΝΩ νὰ καθαρίσω αὐτοκίνητα. Τηλ. 630-653. xyxy=(410,169,594,192)
column-rule xyxy=(598,39,599,1215)
list-item: ΠΩΛΕΙΤΑΙ βάρκα. Τηλ. 734-792. xyxy=(410,759,551,770)
list-item: ΣΥΓΧΡΟΝΑ υδραυλικά εἰς όλα τὰ οίκήματα. Τηλ. 261-952. xyxy=(212,845,400,868)
list-item: ΠΩΛΕΙΤΑΙ μηχανή ραπτικής. Τηλ. 239-465. xyxy=(410,611,594,634)
list-item: ΠΩΛΟΥΝΤΑΙ τραγουδία. Τηλ. 413-705. xyxy=(410,804,578,816)
list-item: ΚΑΘΗΓΗΤΗΣ με πείραν παραδίδει έπωφελώς κατ' οίκον μαθήματα καὶ φροντιστήριον εἰς μαθητάς γυμνασίου. Επιτυχία έξασφαλισμένη. Πληροφορίαι εἰς τὸ 917-724, ώραι 11—2,30, 6—8,30. xyxy=(6,271,202,331)
list-item: ΝΙΚΟΛΑΣ. Τηλ. 537-822. xyxy=(410,955,518,967)
list-item: ΠΩΛΕΙΤΑΙ καφενείο. Τηλ. 424-378. xyxy=(410,728,563,740)
list-item: ΚΑΙΝΟΥΡΓΙΟ πιάνο Γερμανίας πωλείται. Πληροφορίαι τηλ. 278-574. xyxy=(6,1425,202,1449)
list-item: ΟΤΙ καλό ζητάτε γιὰ τὸ σπίτι σας. Τηλ. 237-296. xyxy=(212,1036,400,1060)
list-item: ΜΕΑΡΑ άγαμη 26 ετών, εὐπαρουσίαστη, όρφανή, με περιουσία 300.000 δρχ. εν μετρητοίς καὶ οικία, επιθυμεί γνωριμίαν με νέον 30—37 ετών. Τηλ. 271-124. xyxy=(410,1003,594,1051)
list-item: ΠΩΛΕΙΤΑΙ βάρκα πλαστική 4.80 μέτρα. Τηλ. 521-819. xyxy=(410,141,594,165)
list-item: ΦΙΛΟΛΟΓΟΣ με πείραν γυμνασίου παραδίδει μαθήματα φροντιστηριακώς άρχαία, νέα, λατινικά, ιστορίαν. Τηλ. 820-426. xyxy=(6,895,202,931)
list-item: ΦΟΙΤΗΤΡΙΑ φιλολογίας παραδίδει μαθήματα εἰς μαθητάς γυμνασίου. Τηλ. 917-868. xyxy=(6,644,202,668)
classifieds-column-3 xyxy=(410,102,594,2327)
